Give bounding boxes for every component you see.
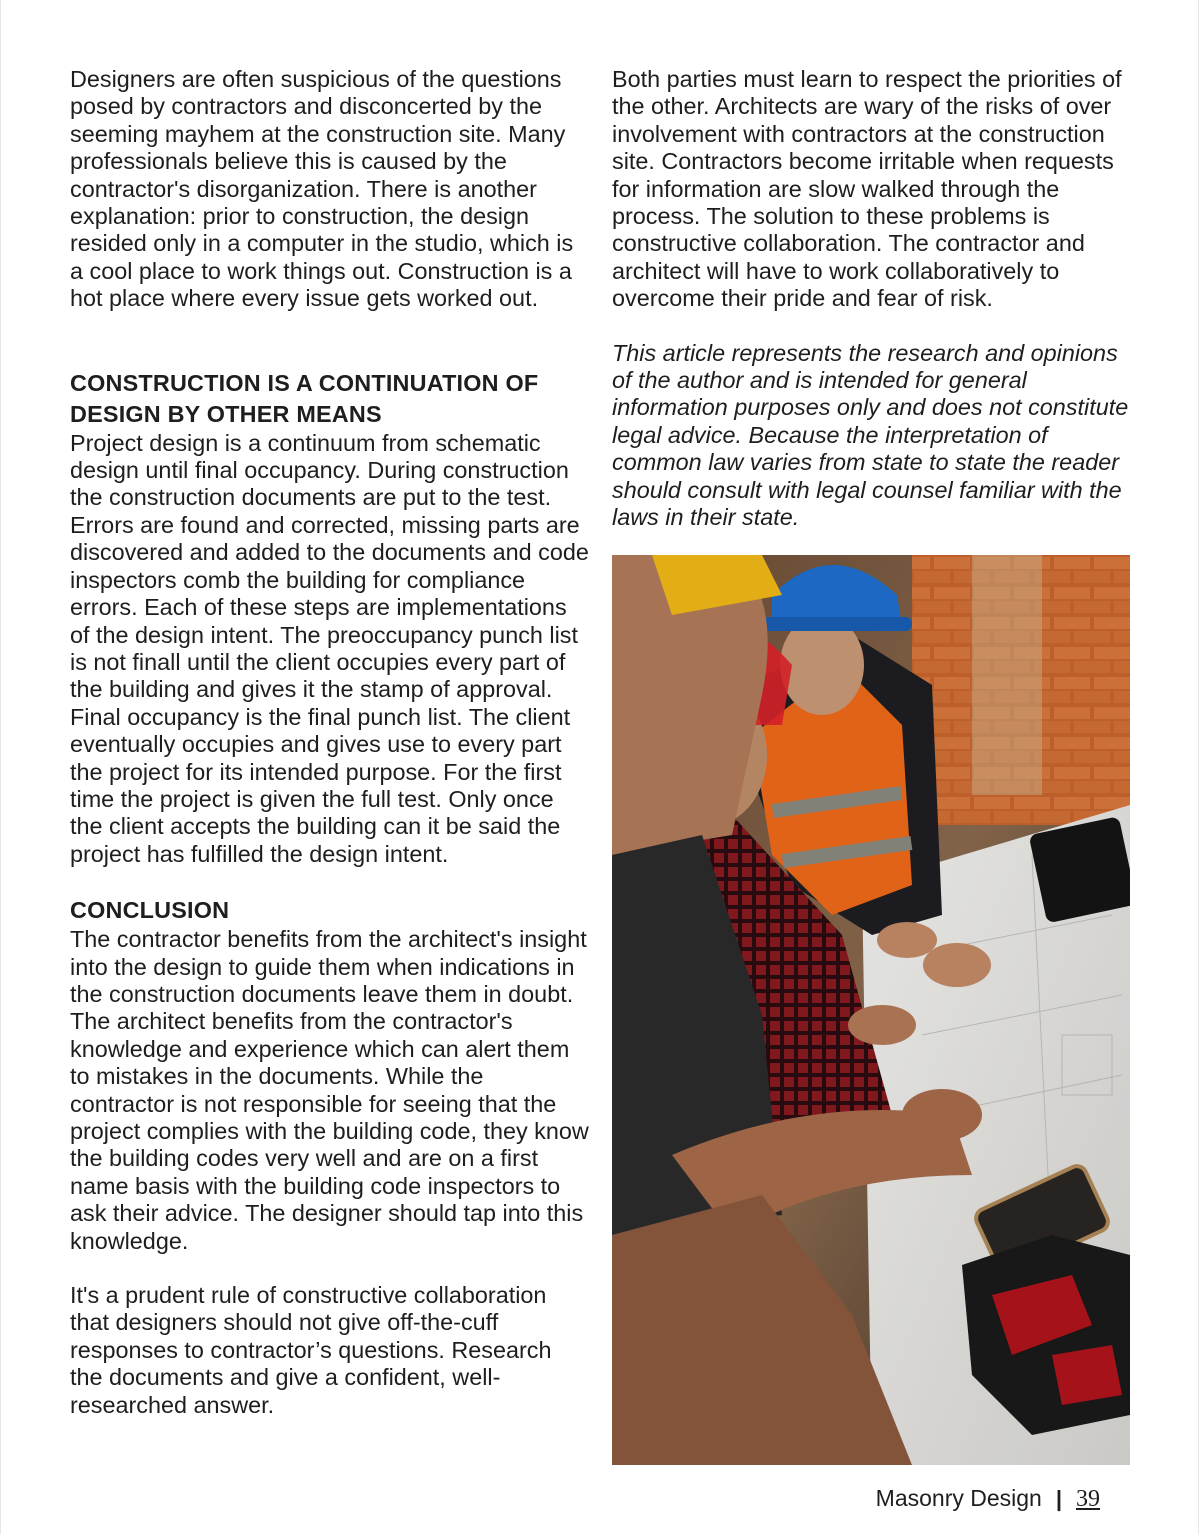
- legal-disclaimer: This article represents the research and opinions of the author and is intended for general information purposes only and does not constitute legal advice. Because the interpretation of common law varies from state to state the reader should consult with legal counsel familiar with the laws in their state.: [612, 339, 1129, 531]
- section-heading-line-2: DESIGN BY OTHER MEANS: [70, 400, 382, 427]
- conclusion-paragraph-1: The contractor benefits from the architect's insight into the design to guide them when indications in the construction documents leave them in doubt. The architect benefits from the contractor's knowledge and experience which can alert them to mistakes in the documents. While the contractor is not responsible for seeing that the project complies with the building code, they know the building codes very well and are on a first name basis with the building code inspectors to ask their advice. The designer should tap into this knowledge.: [70, 926, 589, 1254]
- intro-paragraph: Designers are often suspicious of the questions posed by contractors and disconcerted by the seeming mayhem at the construction site. Many professionals believe this is caused by the contractor's disorganization. There is another explanation: prior to construction, the design resided only in a computer in the studio, which is a cool place to work things out. Construction is a hot place where every issue gets worked out.: [70, 66, 574, 312]
- left-column: [70, 66, 590, 1419]
- collaboration-paragraph: Both parties must learn to respect the priorities of the other. Architects are wary of the risks of over involvement with contractors at the construction site. Contractors become irritable when requests for information are slow walked through the process. The solution to these problems is constructive collaboration. The contractor and architect will have to work collaboratively to overcome their pride and fear of risk.: [612, 66, 1122, 312]
- section-heading-line-1: CONSTRUCTION IS A CONTINUATION OF: [70, 369, 539, 396]
- page-number: 39: [1076, 1486, 1100, 1512]
- construction-paragraph: Project design is a continuum from schematic design until final occupancy. During construction the construction documents are put to the test. Errors are found and corrected, missing parts are discovered and added to the documents and code inspectors comb the building for compliance errors. Each of these steps are implementations of the design intent. The preoccupancy punch list is not finall until the client occupies every part of the building and gives it the stamp of approval. Final occupancy is the final punch list. The client eventually occupies and gives use to every part the project for its intended purpose. For the first time the project is given the full test. Only once the client accepts the building can it be said the project has fulfilled the design intent.: [70, 429, 589, 867]
- photo-illustration: [612, 555, 1130, 1465]
- conclusion-paragraph-2: It's a prudent rule of constructive collaboration that designers should not give off-the-cuff responses to contractor’s questions. Research the documents and give a confident, well-researched answer.: [70, 1282, 552, 1418]
- section-heading-construction: [70, 368, 590, 430]
- conclusion-heading: CONCLUSION: [70, 897, 230, 924]
- publication-name: Masonry Design: [875, 1485, 1042, 1511]
- construction-team-photo: [612, 555, 1130, 1465]
- page-footer: [876, 1484, 1100, 1513]
- right-column: [612, 66, 1132, 532]
- footer-separator: |: [1055, 1486, 1062, 1511]
